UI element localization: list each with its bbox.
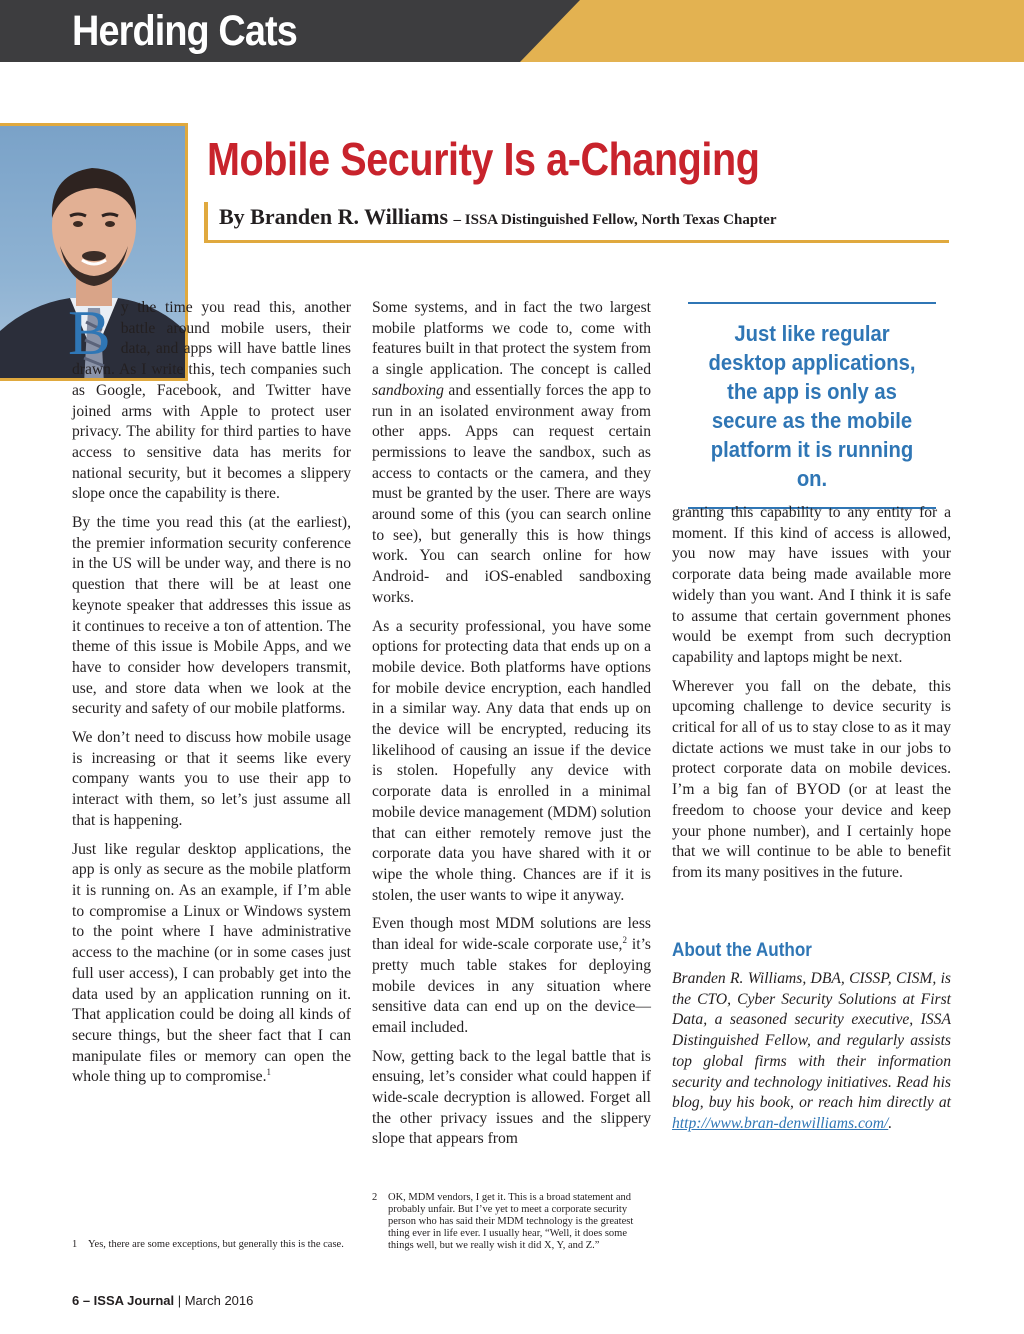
paragraph: granting this capability to any entity for a moment. If this kind of access is allowed, you now may have issues with your corporate data being made available more widely than you want. And I think it is safe to assume that certain government phones would be exempt from such decryption capability and laptops might be next. (672, 504, 951, 666)
byline-author: By Branden R. Williams (219, 204, 449, 229)
emphasis-sandboxing: sandboxing (372, 381, 444, 399)
paragraph (68, 297, 351, 505)
byline-rule (204, 240, 949, 243)
paragraph-text: and essentially forces the app to run in an isolated environment away from other apps. Apps can request certain permissions to leave the sandbox, such as access to contacts or the camera, and they must be granted by the user. There are ways around some of this (you can search online to see), but generally this is how things work. You can search online for how Android- and iOS-enabled sandboxing works. (372, 381, 651, 606)
paragraph (72, 840, 351, 1088)
footnote-1 (72, 1239, 351, 1251)
about-author-bio (672, 969, 951, 1135)
paragraph-text: Some systems, and in fact the two largest mobile platforms we code to, come with features built in that protect the system from a single application. The concept is called (372, 299, 651, 379)
footnote-text: OK, MDM vendors, I get it. This is a broad statement and probably unfair. But I’ve yet to meet a corporate security person who has said their MDM technology is the greatest thing ever in life ever. I usually hear, “Well, it does some things well, but we really wish it did X, Y, and Z.” (388, 1192, 634, 1251)
footnote-ref: 1 (266, 1067, 271, 1078)
folio-separator: | (174, 1293, 185, 1308)
section-banner (0, 0, 1024, 62)
byline (219, 204, 777, 230)
pull-quote (688, 302, 936, 509)
paragraph-text: y the time you read this, another battle around mobile users, their data, and apps will have battle lines drawn. As I write this, tech companies such as Google, Facebook, and Twitter have joined arms with Apple to protect user privacy. The ability for third parties to have access to sensitive data has merits for national security, but it becomes a slippery slope once the capability is there. (72, 299, 351, 503)
pull-quote-text: Just like regular desktop applications, the app is only as secure as the mobile platform it is running on. (708, 321, 916, 491)
footnote-text: Yes, there are some exceptions, but generally this is the case. (88, 1239, 344, 1250)
column-3 (672, 503, 951, 892)
article-title: Mobile Security Is a-Changing (207, 133, 760, 185)
folio-date: March 2016 (184, 1293, 254, 1308)
paragraph: As a security professional, you have some options for protecting data that ends up on a mobile device. Both platforms have options for mobile device encryption, each handled in a similar way. Any data that ends up on the device will be encrypted, reducing its likelihood of causing an issue if the device is stolen. Hopefully any device with corporate data is enrolled in a minimal mobile device management (MDM) solution that can either remotely remove just the corporate data you have shared with it or wipe the whole thing. Chances are if it is stolen, the user wants to wipe it anyway. (372, 617, 651, 904)
paragraph-text: it’s pretty much table stakes for deploying mobile devices in any situation where sensitive data can end up on the device—email included. (372, 936, 651, 1036)
footnote-2 (372, 1192, 651, 1252)
about-author-heading: About the Author (672, 940, 812, 961)
column-2 (372, 298, 651, 1158)
byline-affiliation: – ISSA Distinguished Fellow, North Texas Chapter (453, 212, 777, 228)
paragraph-text: Just like regular desktop applications, the app is only as secure as the mobile platform it is running on. As an example, if I’m able to compromise a Linux or Windows system to the point where I have administrative access to the machine (or in some cases just full user access), I can probably get into the data used by an application running on it. That application could be doing all kinds of secure things, but the sheer fact that I can manipulate files or memory can open the whole thing up to compromise. (72, 840, 351, 1086)
paragraph (372, 914, 651, 1038)
author-website-link[interactable]: http://www.bran-denwilliams.com/ (672, 1114, 889, 1132)
paragraph: By the time you read this (at the earliest), the premier information security conference in the US will be under way, and there is no question that there will be at least one keynote speaker that addresses this issue as it continues to receive a ton of attention. The theme of this issue is Mobile Apps, and we have to consider how developers transmit, use, and store data when we look at the security and safety of our mobile platforms. (72, 514, 352, 718)
bio-end: . (888, 1114, 893, 1132)
paragraph: Now, getting back to the legal battle that is ensuing, let’s consider what could happen if wide-scale decryption is allowed. Forget all the other privacy issues and the slippery slope that appears from (372, 1047, 651, 1148)
bio-text: Branden R. Williams, DBA, CISSP, CISM, is the CTO, Cyber Security Solutions at First Data, a seasoned security executive, ISSA Distinguished Fellow, and regularly assists top global firms with their information security and technology initiatives. Read his blog, buy his book, or reach him directly at (672, 970, 951, 1112)
footnote-ref: 2 (622, 934, 627, 945)
paragraph-text: Even though most MDM solutions are less than ideal for wide-scale corporate use, (372, 915, 651, 954)
paragraph: Wherever you fall on the debate, this upcoming challenge to device security is critical for all of us to stay close to as it may dictate actions we must take in our jobs to protect corporate data on mobile devices. I’m a big fan of BYOD (or at least the freedom to choose your device and keep your phone number), and I certainly hope that we will continue to be able to benefit from its many positives in the future. (672, 677, 951, 881)
folio-page: 6 – ISSA Journal (72, 1293, 175, 1308)
section-title: Herding Cats (72, 7, 297, 55)
banner-gold-band (520, 0, 1024, 62)
paragraph: We don’t need to discuss how mobile usage is increasing or that it seems like every company wants you to use their app to interact with them, so let’s just assume all that is happening. (72, 729, 351, 829)
column-1 (68, 297, 352, 1096)
page-folio (72, 1293, 253, 1308)
paragraph (372, 298, 651, 609)
drop-cap: B (68, 297, 111, 368)
footnote-number: 2 (372, 1192, 378, 1203)
byline-accent-bar (204, 202, 208, 242)
footnote-number: 1 (72, 1239, 78, 1250)
